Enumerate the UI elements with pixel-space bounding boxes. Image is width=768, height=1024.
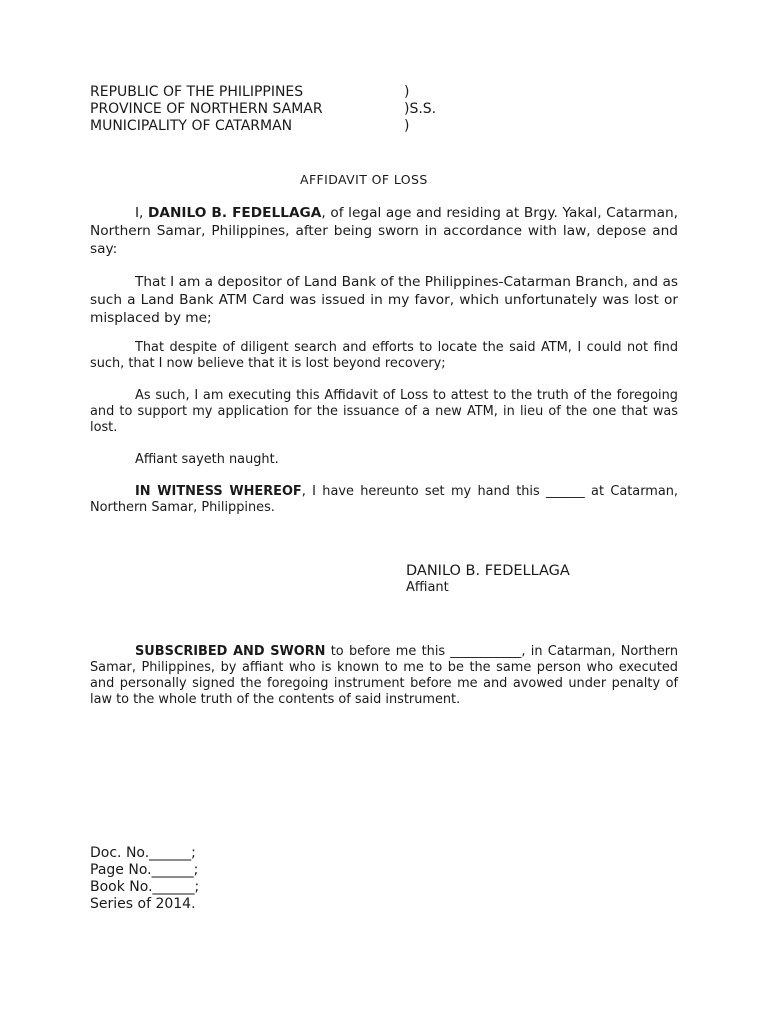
signature-role: Affiant	[406, 580, 449, 595]
venue-line-municipality	[90, 118, 292, 135]
jurat-rest: to before me this ___________, in Catarman, Northern Samar, Philippines, by affiant who is known to me to be the same person who executed and personally signed the foregoing instrument before me and avowed under penalty of law to the whole truth of the contents of said instrument.	[90, 644, 678, 707]
witness-rest: , I have hereunto set my hand this ______ at Catarman, Northern Samar, Philippines.	[90, 484, 678, 515]
document-title: AFFIDAVIT OF LOSS	[300, 172, 428, 187]
depositor-paragraph	[90, 273, 678, 327]
witness-bold: IN WITNESS WHEREOF	[135, 484, 302, 499]
witness-paragraph	[90, 484, 678, 516]
series: Series of 2014.	[90, 896, 196, 912]
signature-name: DANILO B. FEDELLAGA	[406, 563, 570, 579]
search-paragraph	[90, 340, 678, 372]
venue-line-republic	[90, 84, 303, 101]
venue-ss: )S.S.	[404, 101, 437, 117]
sayeth-naught: Affiant sayeth naught.	[135, 452, 279, 467]
affiant-name-bold: DANILO B. FEDELLAGA	[148, 205, 322, 221]
notarial-register	[90, 845, 199, 913]
paragraph-text: That despite of diligent search and efforts to locate the said ATM, I could not find such, that I now believe that it is lost beyond recovery;	[90, 340, 678, 371]
venue-left: PROVINCE OF NORTHERN SAMAR	[90, 101, 323, 117]
intro-rest: , of legal age and residing at Brgy. Yakal, Catarman, Northern Samar, Philippines, after being sworn in accordance with law, depose and say:	[90, 205, 679, 257]
intro-paragraph	[90, 204, 678, 258]
jurat-bold: SUBSCRIBED AND SWORN	[135, 644, 326, 659]
venue-paren-1: )	[404, 84, 410, 100]
intro-prefix: I,	[135, 205, 149, 221]
venue-line-province	[90, 101, 323, 118]
book-no: Book No.______;	[90, 879, 200, 895]
doc-no: Doc. No.______;	[90, 845, 196, 861]
venue-left: MUNICIPALITY OF CATARMAN	[90, 118, 293, 134]
venue-left: REPUBLIC OF THE PHILIPPINES	[90, 84, 304, 100]
jurat-paragraph	[90, 644, 678, 708]
purpose-paragraph	[90, 388, 678, 436]
page-no: Page No.______;	[90, 862, 199, 878]
paragraph-text: That I am a depositor of Land Bank of the Philippines-Catarman Branch, and as such a Land Bank ATM Card was issued in my favor, which unfortunately was lost or misplaced by me;	[90, 274, 678, 326]
paragraph-text: As such, I am executing this Affidavit of Loss to attest to the truth of the foregoing and to support my application for the issuance of a new ATM, in lieu of the one that was lost.	[90, 388, 678, 435]
venue-paren-3: )	[404, 118, 410, 134]
